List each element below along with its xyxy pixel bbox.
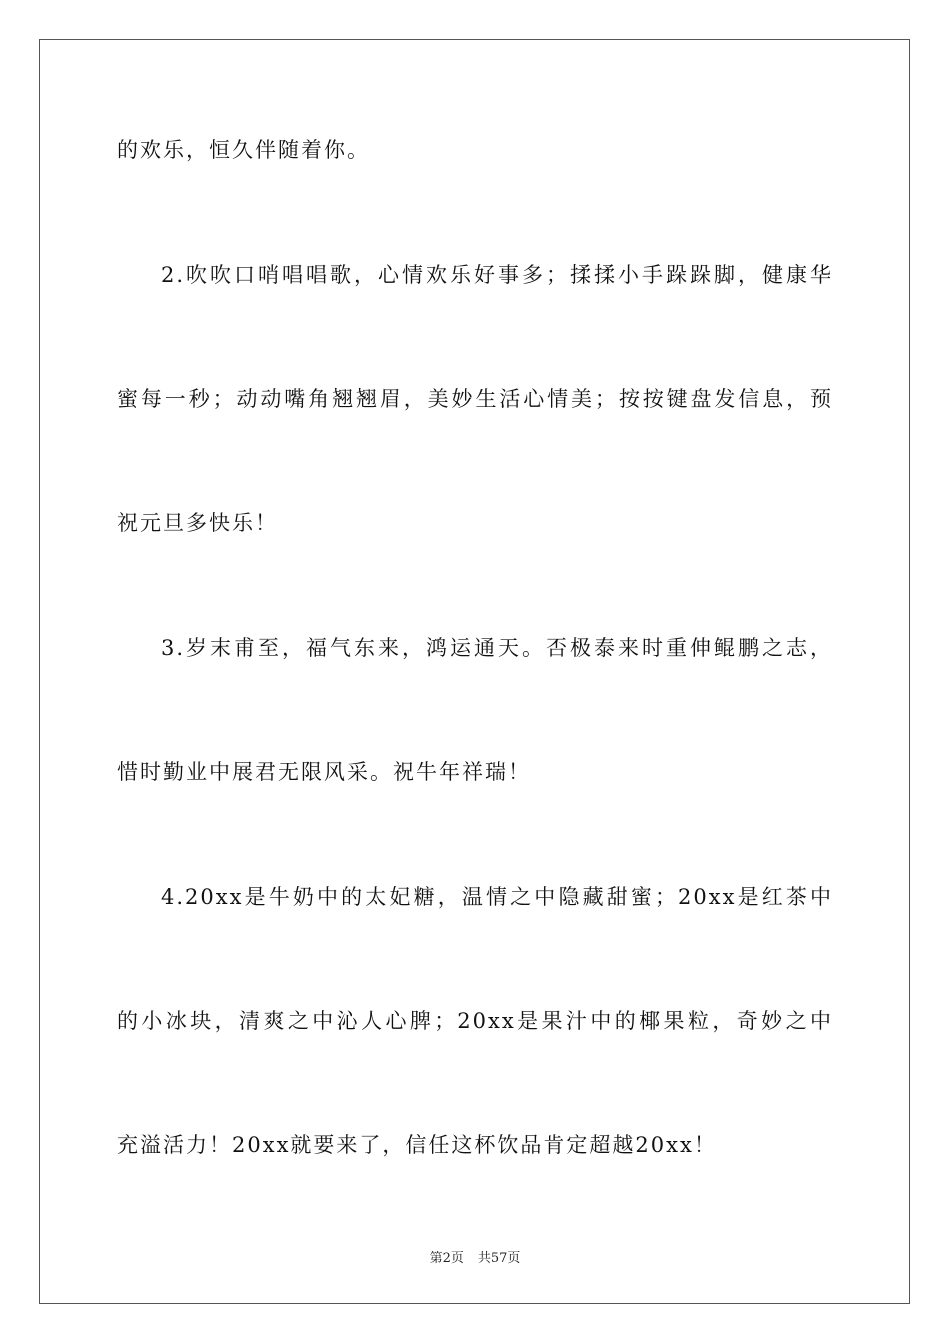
page-number: 第2页 [429, 1251, 464, 1266]
page-footer [0, 1247, 950, 1266]
text-line: 充溢活力！20xx就要来了，信任这杯饮品肯定超越20xx！ [117, 1133, 717, 1157]
page-total: 共57页 [477, 1251, 521, 1266]
text-line: 惜时勤业中展君无限风采。祝牛年祥瑞！ [117, 760, 531, 784]
text-line: 的欢乐，恒久伴随着你。 [117, 138, 370, 162]
text-line: 祝元旦多快乐！ [117, 511, 278, 535]
page-frame [39, 39, 910, 1304]
text-line: 2.吹吹口哨唱唱歌，心情欢乐好事多；揉揉小手跺跺脚，健康华 [161, 263, 833, 287]
text-line: 的小冰块，清爽之中沁人心脾；20xx是果汁中的椰果粒，奇妙之中 [117, 1009, 833, 1033]
text-line: 3.岁末甫至，福气东来，鸿运通天。否极泰来时重伸鲲鹏之志， [161, 636, 833, 660]
text-line: 蜜每一秒；动动嘴角翘翘眉，美妙生活心情美；按按键盘发信息，预 [117, 387, 833, 411]
text-line: 4.20xx是牛奶中的太妃糖，温情之中隐藏甜蜜；20xx是红茶中 [161, 885, 833, 909]
